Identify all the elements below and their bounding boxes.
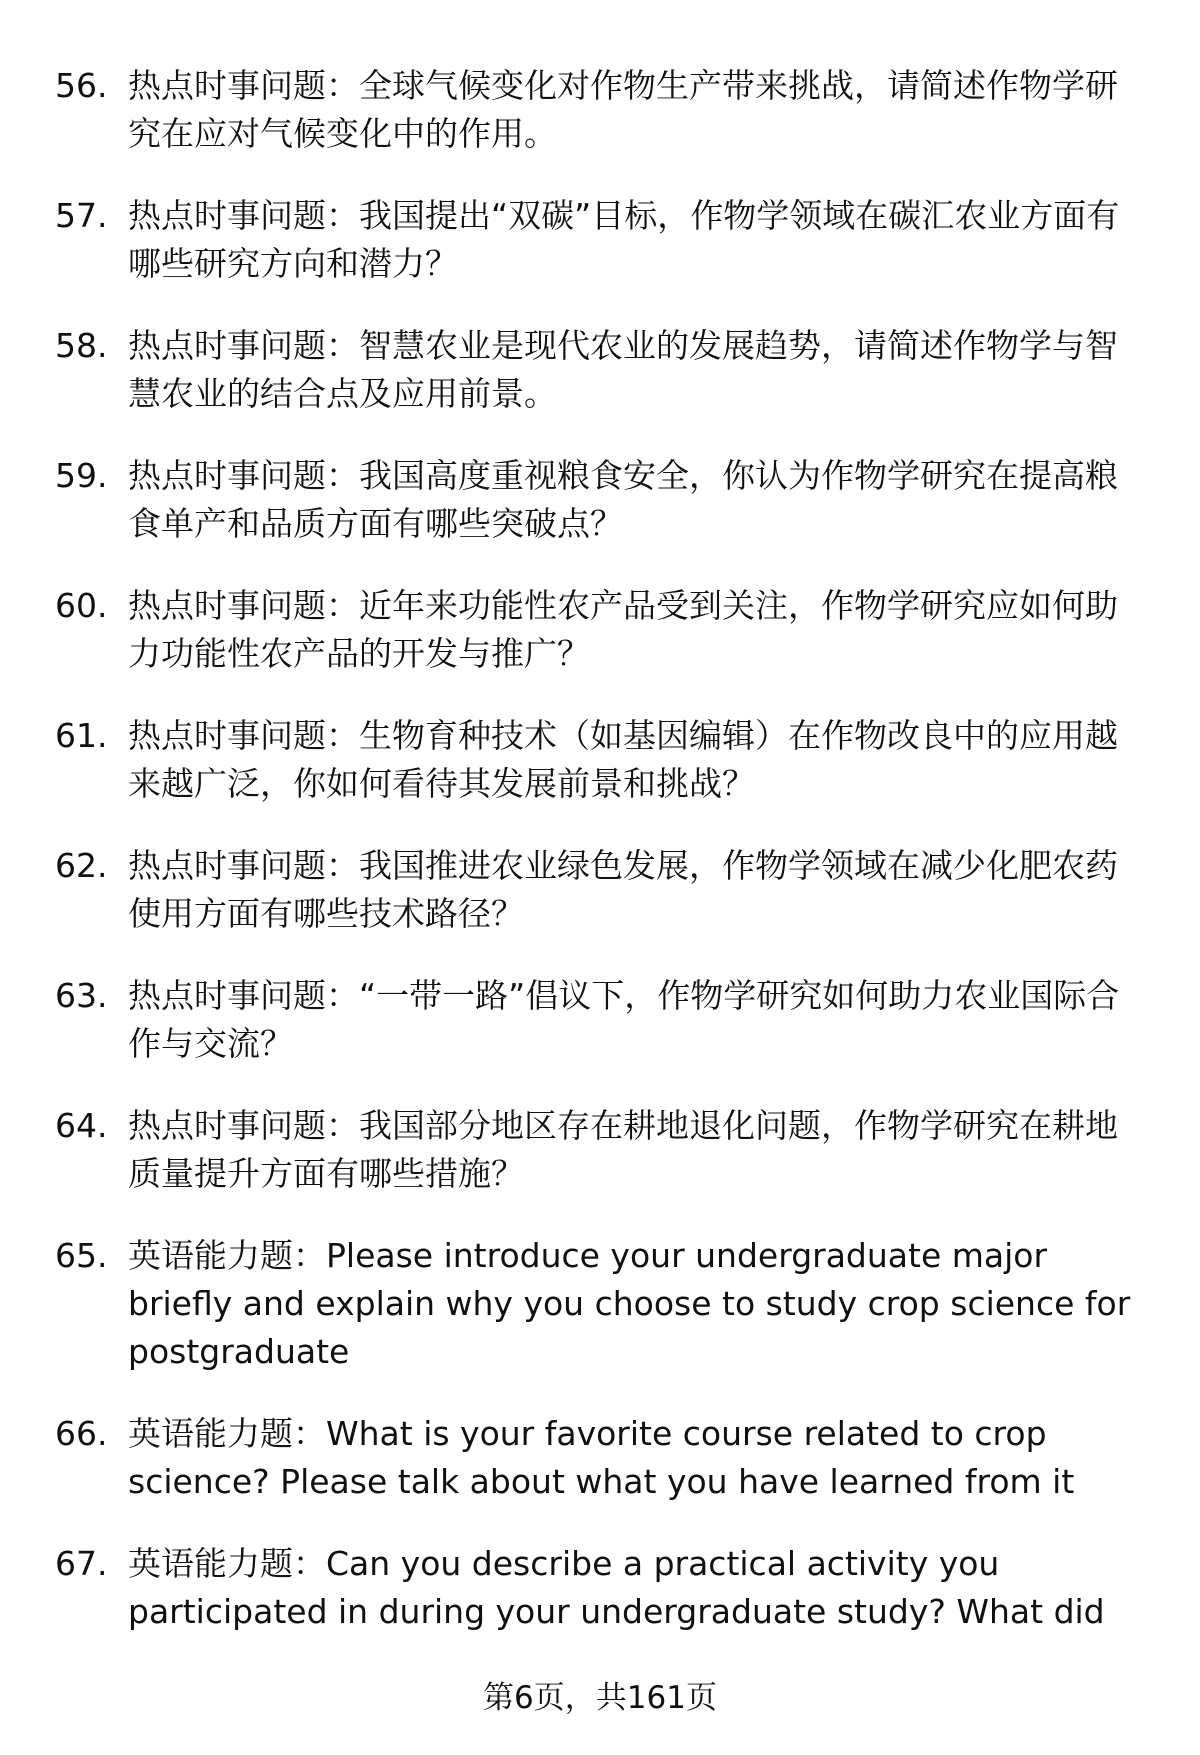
item-text: 热点时事问题：生物育种技术（如基因编辑）在作物改良中的应用越来越广泛，你如何看待其发展前景和挑战？ bbox=[128, 716, 1118, 803]
list-item bbox=[0, 972, 1200, 1068]
list-item bbox=[0, 842, 1200, 938]
item-number: 65. bbox=[55, 1236, 108, 1275]
list-item bbox=[0, 192, 1200, 288]
list-item bbox=[0, 1102, 1200, 1198]
item-text: 热点时事问题：近年来功能性农产品受到关注，作物学研究应如何助力功能性农产品的开发与推广？ bbox=[128, 586, 1118, 673]
item-number: 57. bbox=[55, 196, 108, 235]
list-item bbox=[0, 62, 1200, 158]
list-item bbox=[0, 712, 1200, 808]
list-item bbox=[0, 1540, 1200, 1636]
list-item bbox=[0, 322, 1200, 418]
item-text: 热点时事问题：全球气候变化对作物生产带来挑战，请简述作物学研究在应对气候变化中的作用。 bbox=[128, 66, 1118, 153]
item-number: 66. bbox=[55, 1414, 108, 1453]
list-item bbox=[0, 1410, 1200, 1506]
item-text: 热点时事问题：我国推进农业绿色发展，作物学领域在减少化肥农药使用方面有哪些技术路径？ bbox=[128, 846, 1118, 933]
item-text: 热点时事问题：“一带一路”倡议下，作物学研究如何助力农业国际合作与交流？ bbox=[128, 976, 1120, 1063]
item-text: 热点时事问题：我国提出“双碳”目标，作物学领域在碳汇农业方面有哪些研究方向和潜力？ bbox=[128, 196, 1120, 283]
item-text: 热点时事问题：我国高度重视粮食安全，你认为作物学研究在提高粮食单产和品质方面有哪些突破点？ bbox=[128, 456, 1118, 543]
list-item bbox=[0, 452, 1200, 548]
item-text: 热点时事问题：我国部分地区存在耕地退化问题，作物学研究在耕地质量提升方面有哪些措施？ bbox=[128, 1106, 1118, 1193]
item-number: 59. bbox=[55, 456, 108, 495]
item-number: 61. bbox=[55, 716, 108, 755]
item-number: 64. bbox=[55, 1106, 108, 1145]
item-text: 英语能力题：What is your favorite course related to crop science? Please talk about what you have learned from it bbox=[128, 1414, 1075, 1501]
item-text: 英语能力题：Please introduce your undergraduate major briefly and explain why you choose to study crop science for postgraduate bbox=[128, 1236, 1131, 1371]
item-number: 62. bbox=[55, 846, 108, 885]
item-number: 58. bbox=[55, 326, 108, 365]
list-item bbox=[0, 582, 1200, 678]
page-number: 第6页，共161页 bbox=[483, 1680, 717, 1716]
item-text: 热点时事问题：智慧农业是现代农业的发展趋势，请简述作物学与智慧农业的结合点及应用前景。 bbox=[128, 326, 1118, 413]
item-number: 67. bbox=[55, 1544, 108, 1583]
question-list bbox=[0, 62, 1200, 1670]
item-number: 60. bbox=[55, 586, 108, 625]
item-number: 56. bbox=[55, 66, 108, 105]
item-text: 英语能力题：Can you describe a practical activity you participated in during your undergraduate study? What did bbox=[128, 1544, 1105, 1631]
list-item bbox=[0, 1232, 1200, 1376]
item-number: 63. bbox=[55, 976, 108, 1015]
